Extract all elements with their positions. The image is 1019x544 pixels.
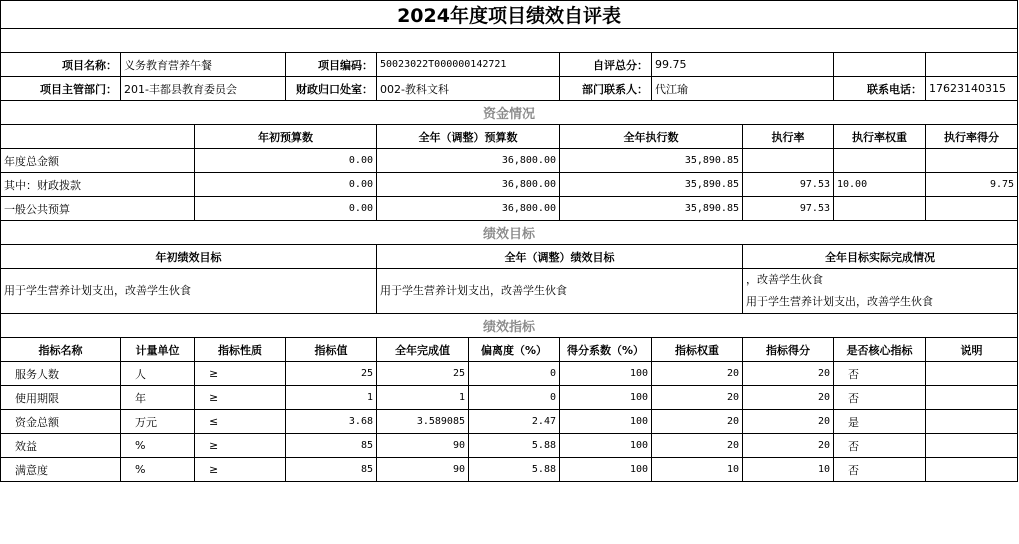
ind-note[interactable] [926, 386, 1018, 410]
info-row-1 [1, 53, 1018, 77]
ind-done[interactable]: 90 [377, 458, 469, 482]
info-row-2 [1, 77, 1018, 101]
funds-row-fiscal [1, 173, 1018, 197]
page-title: 2024年度项目绩效自评表 [1, 1, 1018, 29]
indicators-section-title: 绩效指标 [1, 314, 1018, 338]
funds-executed[interactable]: 35,890.85 [560, 149, 743, 173]
ind-score[interactable]: 20 [743, 362, 834, 386]
ind-header-name: 指标名称 [1, 338, 121, 362]
indicators-section-row [1, 314, 1018, 338]
office-value[interactable]: 002-教科文科 [377, 77, 560, 101]
blank-row [1, 29, 1018, 53]
goals-header-initial: 年初绩效目标 [1, 245, 377, 269]
funds-score[interactable] [926, 197, 1018, 221]
funds-score[interactable]: 9.75 [926, 173, 1018, 197]
funds-header-blank [1, 125, 195, 149]
phone-label: 联系电话： [834, 77, 926, 101]
empty-cell[interactable] [834, 53, 926, 77]
ind-target[interactable]: 1 [286, 386, 377, 410]
ind-header-dev: 偏离度（%） [469, 338, 560, 362]
ind-weight[interactable]: 10 [652, 458, 743, 482]
goal-initial[interactable]: 用于学生营养计划支出，改善学生伙食 [1, 269, 377, 314]
title-row [1, 1, 1018, 29]
funds-row-total [1, 149, 1018, 173]
ind-target[interactable]: 3.68 [286, 410, 377, 434]
funds-weight[interactable] [834, 197, 926, 221]
funds-rate[interactable] [743, 149, 834, 173]
ind-name[interactable]: 满意度 [1, 458, 121, 482]
funds-section-title: 资金情况 [1, 101, 1018, 125]
funds-header-rate: 执行率 [743, 125, 834, 149]
office-label: 财政归口处室： [286, 77, 377, 101]
goals-header-adjusted: 全年（调整）绩效目标 [377, 245, 743, 269]
ind-nature[interactable]: ≥ [195, 386, 286, 410]
ind-note[interactable] [926, 410, 1018, 434]
ind-weight[interactable]: 20 [652, 434, 743, 458]
ind-nature[interactable]: ≥ [195, 362, 286, 386]
ind-unit[interactable]: % [121, 458, 195, 482]
funds-row-public [1, 197, 1018, 221]
funds-row-name: 年度总金额 [1, 149, 195, 173]
ind-header-core: 是否核心指标 [834, 338, 926, 362]
ind-name[interactable]: 效益 [1, 434, 121, 458]
funds-header-init: 年初预算数 [195, 125, 377, 149]
ind-unit[interactable]: 人 [121, 362, 195, 386]
goals-section-title: 绩效目标 [1, 221, 1018, 245]
funds-header-row [1, 125, 1018, 149]
ind-core[interactable]: 是 [834, 410, 926, 434]
goal-adjusted[interactable]: 用于学生营养计划支出，改善学生伙食 [377, 269, 743, 314]
funds-header-adjusted: 全年（调整）预算数 [377, 125, 560, 149]
ind-unit[interactable]: 万元 [121, 410, 195, 434]
indicator-row [1, 386, 1018, 410]
funds-init[interactable]: 0.00 [195, 149, 377, 173]
ind-done[interactable]: 1 [377, 386, 469, 410]
ind-coef[interactable]: 100 [560, 386, 652, 410]
funds-executed[interactable]: 35,890.85 [560, 173, 743, 197]
empty-cell[interactable] [926, 53, 1018, 77]
ind-done[interactable]: 25 [377, 362, 469, 386]
ind-weight[interactable]: 20 [652, 410, 743, 434]
indicator-row [1, 362, 1018, 386]
ind-name[interactable]: 资金总额 [1, 410, 121, 434]
ind-note[interactable] [926, 362, 1018, 386]
ind-coef[interactable]: 100 [560, 410, 652, 434]
ind-nature[interactable]: ≥ [195, 434, 286, 458]
ind-target[interactable]: 85 [286, 458, 377, 482]
ind-score[interactable]: 20 [743, 386, 834, 410]
indicator-row [1, 434, 1018, 458]
project-code-value[interactable]: 50023022T000000142721 [377, 53, 560, 77]
ind-header-unit: 计量单位 [121, 338, 195, 362]
ind-core[interactable]: 否 [834, 434, 926, 458]
funds-adjusted[interactable]: 36,800.00 [377, 149, 560, 173]
ind-done[interactable]: 90 [377, 434, 469, 458]
ind-header-weight: 指标权重 [652, 338, 743, 362]
funds-weight[interactable]: 10.00 [834, 173, 926, 197]
ind-core[interactable]: 否 [834, 386, 926, 410]
ind-unit[interactable]: % [121, 434, 195, 458]
indicators-header-row [1, 338, 1018, 362]
ind-dev[interactable]: 0 [469, 362, 560, 386]
ind-coef[interactable]: 100 [560, 434, 652, 458]
funds-header-score: 执行率得分 [926, 125, 1018, 149]
dept-value[interactable]: 201-丰都县教育委员会 [121, 77, 286, 101]
ind-name[interactable]: 服务人数 [1, 362, 121, 386]
ind-score[interactable]: 10 [743, 458, 834, 482]
ind-weight[interactable]: 20 [652, 386, 743, 410]
funds-row-name: 其中：财政拨款 [1, 173, 195, 197]
ind-header-nature: 指标性质 [195, 338, 286, 362]
ind-name[interactable]: 使用期限 [1, 386, 121, 410]
ind-unit[interactable]: 年 [121, 386, 195, 410]
indicator-row [1, 458, 1018, 482]
funds-init[interactable]: 0.00 [195, 173, 377, 197]
ind-header-done: 全年完成值 [377, 338, 469, 362]
contact-value[interactable]: 代江瑜 [652, 77, 834, 101]
ind-weight[interactable]: 20 [652, 362, 743, 386]
ind-dev[interactable]: 5.88 [469, 434, 560, 458]
ind-dev[interactable]: 5.88 [469, 458, 560, 482]
blank-cell [1, 29, 1018, 53]
funds-rate[interactable]: 97.53 [743, 197, 834, 221]
ind-nature[interactable]: ≥ [195, 458, 286, 482]
ind-coef[interactable]: 100 [560, 458, 652, 482]
ind-note[interactable] [926, 434, 1018, 458]
dept-label: 项目主管部门： [1, 77, 121, 101]
funds-header-weight: 执行率权重 [834, 125, 926, 149]
ind-done[interactable]: 3.589085 [377, 410, 469, 434]
funds-executed[interactable]: 35,890.85 [560, 197, 743, 221]
score-value[interactable]: 99.75 [652, 53, 834, 77]
ind-coef[interactable]: 100 [560, 362, 652, 386]
ind-dev[interactable]: 0 [469, 386, 560, 410]
goals-header-actual: 全年目标实际完成情况 [743, 245, 1018, 269]
ind-header-coef: 得分系数（%） [560, 338, 652, 362]
ind-header-target: 指标值 [286, 338, 377, 362]
goals-header-row [1, 245, 1018, 269]
ind-header-score: 指标得分 [743, 338, 834, 362]
ind-target[interactable]: 85 [286, 434, 377, 458]
ind-header-note: 说明 [926, 338, 1018, 362]
goals-section-row [1, 221, 1018, 245]
goal-actual[interactable] [743, 269, 1018, 314]
project-code-label: 项目编码： [286, 53, 377, 77]
goals-content-row [1, 269, 1018, 314]
funds-header-executed: 全年执行数 [560, 125, 743, 149]
funds-score[interactable] [926, 149, 1018, 173]
contact-label: 部门联系人： [560, 77, 652, 101]
indicator-row [1, 410, 1018, 434]
ind-target[interactable]: 25 [286, 362, 377, 386]
ind-score[interactable]: 20 [743, 410, 834, 434]
ind-core[interactable]: 否 [834, 458, 926, 482]
funds-adjusted[interactable]: 36,800.00 [377, 197, 560, 221]
funds-section-row [1, 101, 1018, 125]
funds-adjusted[interactable]: 36,800.00 [377, 173, 560, 197]
phone-value[interactable]: 17623140315 [926, 77, 1018, 101]
goal-actual-line-2: 用于学生营养计划支出，改善学生伙食 [746, 295, 933, 308]
ind-core[interactable]: 否 [834, 362, 926, 386]
goal-actual-line-1: ，改善学生伙食 [746, 273, 823, 286]
project-name-label: 项目名称： [1, 53, 121, 77]
ind-nature[interactable]: ≤ [195, 410, 286, 434]
funds-init[interactable]: 0.00 [195, 197, 377, 221]
ind-dev[interactable]: 2.47 [469, 410, 560, 434]
score-label: 自评总分： [560, 53, 652, 77]
funds-weight[interactable] [834, 149, 926, 173]
project-name-value[interactable]: 义务教育营养午餐 [121, 53, 286, 77]
ind-score[interactable]: 20 [743, 434, 834, 458]
ind-note[interactable] [926, 458, 1018, 482]
funds-rate[interactable]: 97.53 [743, 173, 834, 197]
funds-row-name: 一般公共预算 [1, 197, 195, 221]
